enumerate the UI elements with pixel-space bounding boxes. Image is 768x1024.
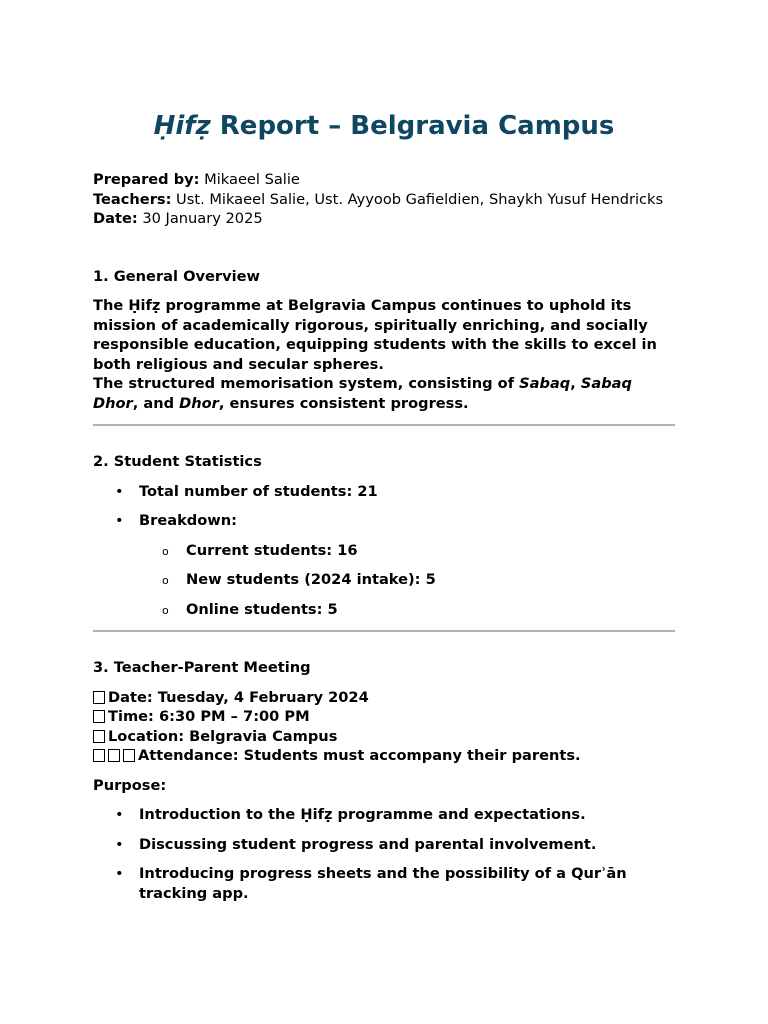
title-rest: Report – Belgravia Campus <box>210 111 615 141</box>
teachers-value: Ust. Mikaeel Salie, Ust. Ayyoob Gafieldien, Shaykh Yusuf Hendricks <box>171 190 664 208</box>
purpose-item: Discussing student progress and parental involvement. <box>139 835 597 853</box>
section-divider <box>93 424 675 426</box>
meeting-time <box>93 707 675 727</box>
section-divider <box>93 630 675 632</box>
list-item <box>93 835 675 855</box>
location-pin-icon <box>93 730 105 743</box>
term-separator: , <box>570 375 581 392</box>
date-label: Date: <box>93 210 138 227</box>
title-italic: Ḥifẓ <box>153 111 211 141</box>
statistics-list <box>93 482 675 531</box>
list-item <box>93 482 675 502</box>
report-meta <box>93 170 675 229</box>
term-sabaq: Sabaq <box>519 375 571 392</box>
list-item <box>93 541 675 561</box>
prepared-by-label: Prepared by: <box>93 171 200 188</box>
meeting-location <box>93 727 675 747</box>
family-icon <box>93 749 105 762</box>
total-students: Total number of students: 21 <box>139 482 378 500</box>
bullet-icon: • <box>115 865 124 882</box>
memorisation-intro: The structured memorisation system, consisting of <box>93 375 520 392</box>
family-icon <box>108 749 120 762</box>
memorisation-end: , ensures consistent progress. <box>218 394 469 412</box>
term-sabaq-dhor: Sabaq Dhor <box>93 375 632 412</box>
bullet-icon: • <box>115 806 124 823</box>
bullet-icon: • <box>115 835 124 853</box>
purpose-list <box>93 805 675 903</box>
date-line <box>93 209 675 229</box>
purpose-item: Introduction to the Ḥifẓ programme and expectations. <box>139 806 586 823</box>
sub-bullet-icon: o <box>162 603 169 617</box>
prepared-by-line <box>93 170 675 190</box>
prepared-by-value: Mikaeel Salie <box>199 171 300 188</box>
section-heading-overview: 1. General Overview <box>93 267 260 285</box>
list-item <box>93 570 675 590</box>
breakdown-new: New students (2024 intake): 5 <box>186 571 436 588</box>
meeting-details <box>93 688 675 766</box>
sub-bullet-icon: o <box>162 574 169 587</box>
meeting-location-text: Location: Belgravia Campus <box>108 727 338 745</box>
list-item <box>93 864 675 903</box>
purpose-item: Introducing progress sheets and the possibility of a Qurʾān tracking app. <box>139 865 627 902</box>
teachers-line <box>93 190 675 210</box>
list-item <box>93 805 675 825</box>
meeting-attendance <box>93 746 675 766</box>
meeting-time-text: Time: 6:30 PM – 7:00 PM <box>108 708 310 725</box>
list-item <box>93 511 675 531</box>
meeting-attendance-text: Attendance: Students must accompany their parents. <box>138 747 581 764</box>
date-value: 30 January 2025 <box>137 210 263 227</box>
teachers-label: Teachers: <box>93 190 172 208</box>
sub-bullet-icon: o <box>162 544 169 558</box>
meeting-date-text: Date: Tuesday, 4 February 2024 <box>108 688 369 706</box>
report-body <box>93 170 675 903</box>
calendar-icon <box>93 691 105 704</box>
memorisation-paragraph <box>93 374 675 413</box>
breakdown-label: Breakdown: <box>139 512 237 529</box>
section-heading-statistics: 2. Student Statistics <box>93 453 262 470</box>
overview-paragraph: The Ḥifẓ programme at Belgravia Campus continues to uphold its mission of academically rigorous, spiritually enriching, and socially responsible education, equipping students with the skills to excel in both religious and secular spheres. <box>93 297 657 373</box>
bullet-icon: • <box>115 512 124 529</box>
section-heading-meeting: 3. Teacher-Parent Meeting <box>93 659 311 676</box>
purpose-label: Purpose: <box>93 776 167 794</box>
meeting-date <box>93 688 675 708</box>
term-dhor: Dhor <box>179 394 219 412</box>
term-separator: , and <box>132 394 180 412</box>
clock-icon <box>93 710 105 723</box>
family-icon <box>123 749 135 762</box>
breakdown-online: Online students: 5 <box>186 600 338 618</box>
breakdown-current: Current students: 16 <box>186 541 358 559</box>
breakdown-list <box>93 541 675 620</box>
bullet-icon: • <box>115 482 124 500</box>
page-title <box>0 109 768 143</box>
list-item <box>93 600 675 620</box>
